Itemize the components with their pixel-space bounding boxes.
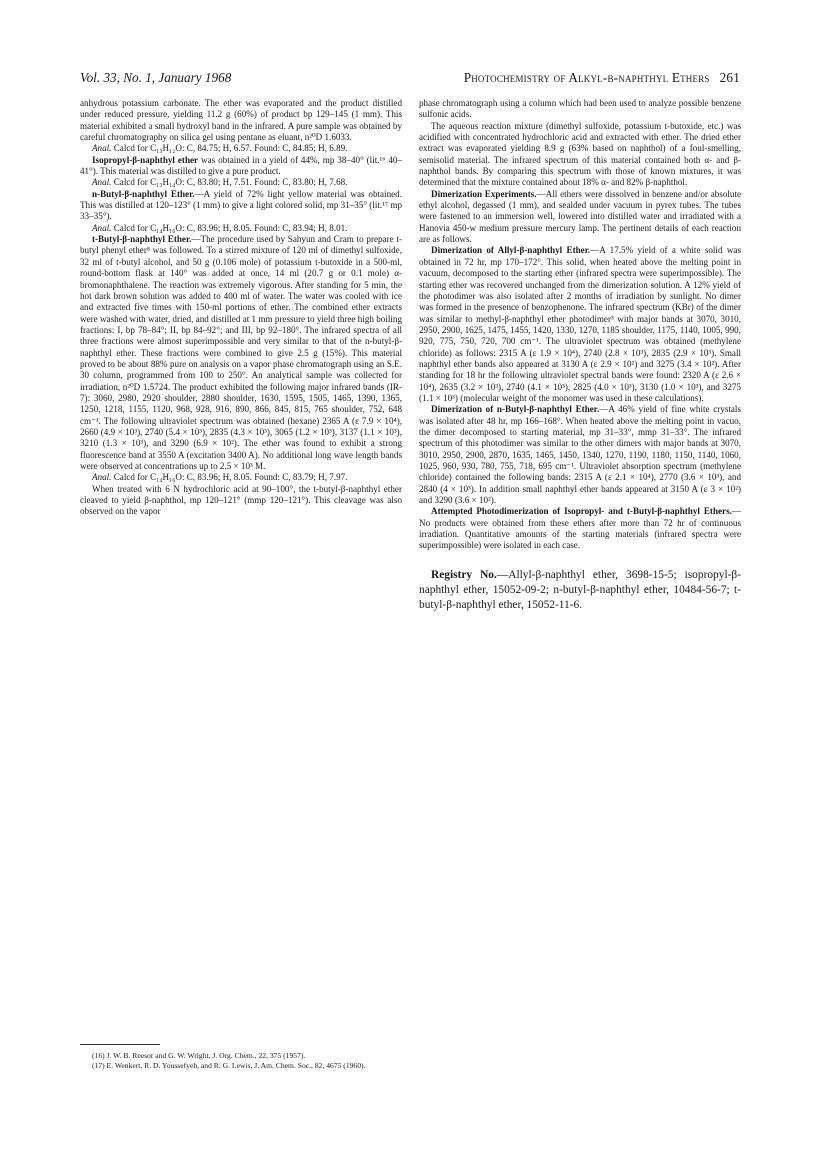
footnote: (17) E. Wenkert, R. D. Youssefyeh, and R. G. Lewis, J. Am. Chem. Soc., 82, 4675 (1960). (92, 1061, 366, 1070)
footnotes (80, 1051, 402, 1071)
paragraph: The aqueous reaction mixture (dimethyl sulfoxide, potassium t-butoxide, etc.) was acidified with concentrated hydrochloric acid and extracted with ether. The dried ether extract was evaporated yielding 8.9 g (63% based on naphthol) of a foul-smelling, semisolid material. The infrared spectrum of this material contained both α- and β-naphthol bands. By comparing this spectrum with those of known mixtures, it was determined that the mixture contained about 18% α- and 82% β-naphthol. (419, 120, 741, 188)
paragraph: t-Butyl-β-naphthyl Ether.—The procedure used by Sahyun and Cram to prepare t-butyl phenyl ether⁸ was followed. To a stirred mixture of 120 ml of dimethyl sulfoxide, 32 ml of t-butyl alcohol, and 50 g (0.106 mole) of potassium t-butoxide in a 500-ml, round-bottom flask at 140° was added at once, 14 ml (20.7 g or 0.1 mole) α-bromonaphthalene. The reaction was extremely vigorous. After standing for 5 min, the hot dark brown solution was added to 400 ml of water. The water was cooled with ice and extracted five times with 150-ml portions of ether. The combined ether extracts were washed with water, dried, and distilled at 1 mm pressure to yield three high boiling fractions: I, bp 78–84°; II, bp 84–92°; and III, bp 92–180°. The infrared spectra of all three fractions were almost superimpossible and very similar to that of the n-butyl-β-naphthyl ether. These fractions were combined to give 2.5 g (15%). This material proved to be about 88% pure on analysis on a vapor phase chromatograph using an S.E. 30 column, programmed from 100 to 250°. An analytical sample was collected for irradiation, n²⁰D 1.5724. The product exhibited the following major infrared bands (IR-7): 3060, 2980, 2920 shoulder, 2880 shoulder, 1630, 1595, 1505, 1465, 1390, 1365, 1250, 1218, 1155, 1120, 968, 928, 916, 890, 866, 845, 815, 765 shoulder, 752, 648 cm⁻¹. The following ultraviolet spectrum was obtained (hexane) 2365 A (ε 7.9 × 10⁴), 2660 (4.9 × 10³), 2740 (5.4 × 10³), 2835 (4.3 × 10³), 3065 (1.2 × 10³), 3137 (1.1 × 10³), 3210 (1.3 × 10³), and 3290 (6.9 × 10²). The ether was found to exhibit a strong fluorescence band at 3550 A (excitation 3400 A). No additional long wave length bands were observed at concentrations up to 2.5 × 10³ M. (80, 234, 402, 471)
paragraph: Anal. Calcd for C₁₄H₁₆O: C, 83.96; H, 8.05. Found: C, 83.79; H, 7.97. (92, 472, 348, 483)
right-column (419, 98, 741, 613)
paragraph: Attempted Photodimerization of Isopropyl- and t-Butyl-β-naphthyl Ethers.—No products were obtained from these ethers after more than 72 hr of continuous irradiation. Quantitative amounts of the starting materials (infrared spectra were superimpossible) were isolated in each case. (419, 506, 741, 551)
footnote: (16) J. W. B. Reesor and G. W. Wright, J. Org. Chem., 22, 375 (1957). (92, 1051, 306, 1060)
paragraph: Anal. Calcd for C₁₄H₁₆O: C, 83.96; H, 8.05. Found: C, 83.94; H, 8.01. (92, 222, 348, 233)
running-header (464, 70, 740, 86)
page-number: 261 (719, 70, 740, 85)
page-header (80, 70, 740, 90)
paragraph: Anal. Calcd for C₁₃H₁₄O: C, 83.80; H, 7.51. Found: C, 83.80; H, 7.68. (92, 177, 348, 188)
left-column (80, 98, 402, 518)
running-title: Photochemistry of Alkyl-β-naphthyl Ethers (463, 70, 710, 85)
footnote-rule (80, 1044, 160, 1045)
journal-citation: Vol. 33, No. 1, January 1968 (80, 70, 232, 85)
paragraph: phase chromatograph using a column which had been used to analyze possible benzene sulfonic acids. (419, 98, 741, 120)
paragraph: Anal. Calcd for C₁₃H₁₂O: C, 84.75; H, 6.57. Found: C, 84.85; H, 6.89. (92, 143, 348, 154)
paragraph: anhydrous potassium carbonate. The ether was evaporated and the product distilled under reduced pressure, yielding 11.2 g (60%) of product bp 129–145 (1 mm). This material exhibited a small hydroxyl band in the infrared. A pure sample was obtained by careful chromatography on silica gel using pentane as eluant, n²⁰D 1.6033. (80, 98, 402, 143)
paragraph: Dimerization of n-Butyl-β-naphthyl Ether.—A 46% yield of fine white crystals was isolated after 48 hr, mp 166–168°. When heated above the melting point in vacuo, the dimer decomposed to starting material, mp 31–33°, mmp 31–33°. The infrared spectrum of this photodimer was similar to the other dimers with major bands at 3070, 3010, 2950, 2900, 2870, 1635, 1465, 1450, 1340, 1270, 1190, 1180, 1150, 1140, 1060, 1025, 960, 930, 780, 755, 718, 695 cm⁻¹. Ultraviolet absorption spectrum (methylene chloride) contained the following bands: 2315 A (ε 2.1 × 10⁴), 2770 (3.6 × 10³), and 2840 (4 × 10³). In addition small naphthyl ether bands appeared at 3150 A (ε 3 × 10²) and 3290 (3.6 × 10²). (419, 404, 741, 506)
registry-numbers: Registry No.—Allyl-β-naphthyl ether, 3698-15-5; isopropyl-β-naphthyl ether, 15052-09-2; n-butyl-β-naphthyl ether, 10484-56-7; t-butyl-β-naphthyl ether, 15052-11-6. (419, 568, 741, 612)
paragraph: n-Butyl-β-naphthyl Ether.—A yield of 72% light yellow material was obtained. This was distilled at 120–123° (1 mm) to give a light colored solid, mp 31–35° (lit.¹⁷ mp 33–35°). (80, 188, 402, 222)
paragraph: When treated with 6 N hydrochloric acid at 90–100°, the t-butyl-β-naphthyl ether cleaved to yield β-naphthol, mp 120–121° (mmp 120–121°). This cleavage was also observed on the vapor (80, 483, 402, 517)
paragraph: Dimerization of Allyl-β-naphthyl Ether.—A 17.5% yield of a white solid was obtained in 72 hr, mp 170–172°. This solid, when heated above the melting point in vacuum, decomposed to the starting ether (infrared spectra were superimpossible). The starting ether was recovered unchanged from the dimerization solution. A 12% yield of the photodimer was also isolated after 2 months of irradiation by sunlight. No dimer was formed in the presence of benzophenone. The infrared spectrum (KBr) of the dimer was similar to methyl-β-naphthyl ether photodimer³ with major bands at 3070, 3010, 2950, 2900, 1625, 1475, 1455, 1420, 1330, 1270, 1185 shoulder, 1175, 1140, 1005, 990, 920, 775, 750, 720, 700 cm⁻¹. The ultraviolet spectrum was obtained (methylene chloride) as follows: 2315 A (ε 1.9 × 10⁴), 2740 (2.8 × 10³), 2835 (2.9 × 10³). Small naphthyl ether bands also appeared at 3130 A (ε 2.9 × 10²) and 3275 (3.4 × 10²). After standing for 18 hr the following ultraviolet spectral bands were found: 2320 A (ε 2.6 × 10⁴), 2635 (3.2 × 10³), 2740 (4.1 × 10³), 2825 (4.0 × 10³), 3130 (1.0 × 10³), and 3275 (1.1 × 10³) (molecular weight of the monomer was used in these calculations). (419, 245, 741, 403)
paragraph: Dimerization Experiments.—All ethers were dissolved in benzene and/or absolute ethyl alcohol, degassed (1 mm), and sealded under vacuum in pyrex tubes. The tubes were fastened to an immersion well, lowered into distilled water and irradiated with a Hanovia 450-w medium pressure mercury lamp. The pertinent details of each reaction are as follows. (419, 188, 742, 245)
paragraph: Isopropyl-β-naphthyl ether was obtained in a yield of 44%, mp 38–40° (lit.¹⁶ 40–41°). This material was distilled to give a pure product. (80, 154, 402, 177)
